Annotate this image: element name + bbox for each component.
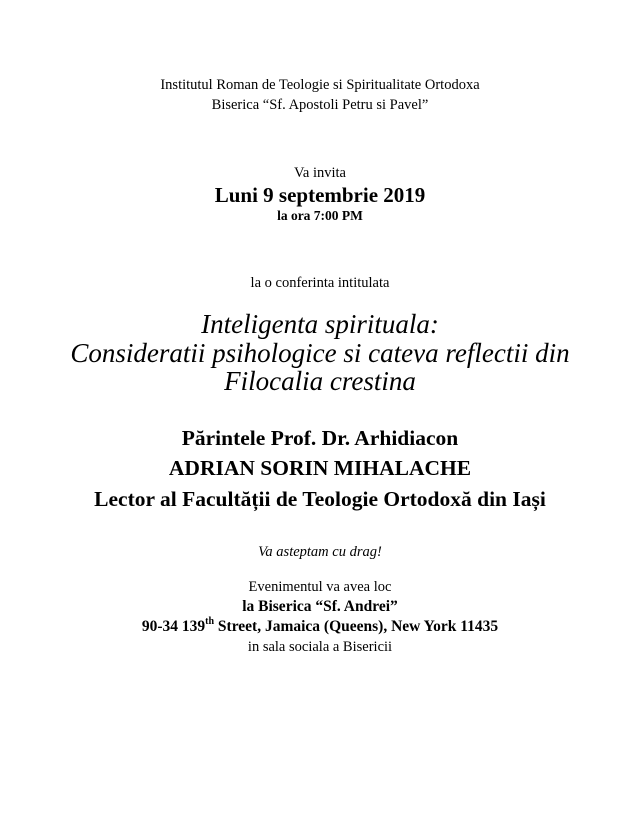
welcome-text: Va asteptam cu drag! [258,544,382,560]
address-ordinal: th [205,616,215,627]
conference-title-line-1: Inteligenta spirituala: [201,309,439,339]
speaker-position: Lector al Facultății de Teologie Ortodoxă din Iași [94,487,546,511]
address-rest: Street, Jamaica (Queens), New York 11435 [214,618,499,635]
speaker-name: ADRIAN SORIN MIHALACHE [168,456,472,480]
event-date: Luni 9 septembrie 2019 [214,183,426,207]
speaker-title: Părintele Prof. Dr. Arhidiacon [181,426,459,450]
address-number: 90-34 139 [141,618,206,635]
church-name: Biserica “Sf. Apostoli Petru si Pavel” [211,97,429,113]
conference-title-line-2: Consideratii psihologice si cateva reflectii din [70,338,570,368]
venue-intro: Evenimentul va avea loc [248,579,392,595]
conference-title-line-3: Filocalia crestina [224,366,416,396]
event-time: la ora 7:00 PM [277,208,363,223]
conference-intro: la o conferinta intitulata [250,275,390,291]
venue-room: in sala sociala a Bisericii [247,639,393,655]
invite-text: Va invita [294,165,346,181]
institute-name: Institutul Roman de Teologie si Spiritualitate Ortodoxa [160,77,480,93]
venue-location: la Biserica “Sf. Andrei” [242,598,398,615]
venue-address [0,616,640,635]
